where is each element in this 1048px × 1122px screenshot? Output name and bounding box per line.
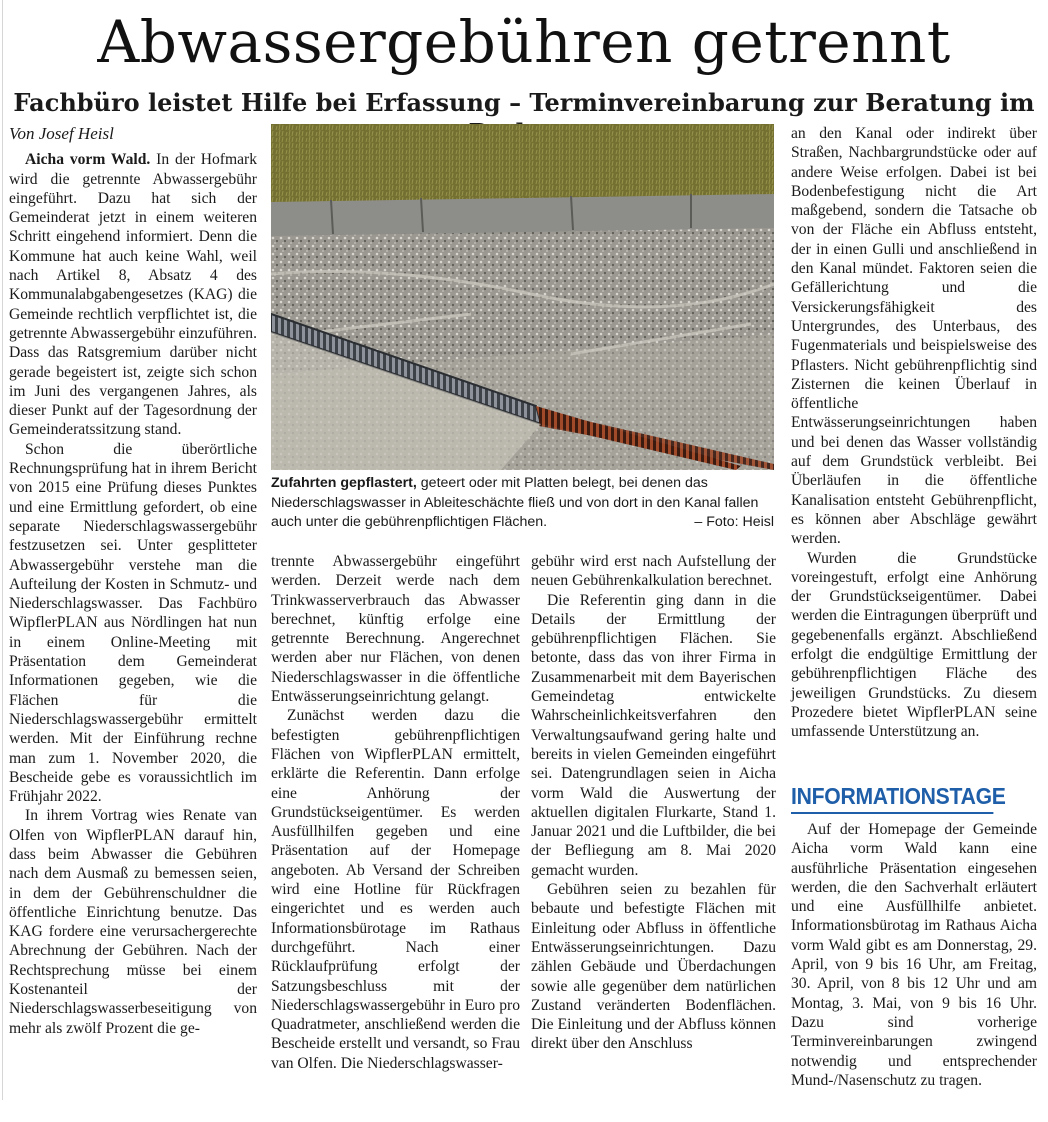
info-box-heading: INFORMATIONSTAGE xyxy=(791,782,993,814)
paragraph: trennte Abwassergebühr eingeführt werden. Derzeit werde nach dem Trinkwasserverbrauch das Abwasser berechnet, künftig erfolge eine getrennte Berechnung. Angerechnet werden aber nur Flächen, von denen Niederschlagswasser in die öffentliche Entwässerungseinrichtung gelangt. xyxy=(271,553,520,706)
paragraph: an den Kanal oder indirekt über Straßen, Nachbargrundstücke oder auf andere Weise erfolgen. Dabei ist bei Bodenbefestigung nicht die Art maßgebend, sondern die Tatsache ob von der Fläche ein Abfluss entsteht, der in einen Gulli und anschließend in den Kanal mündet. Faktoren seien die Gefällerichtung und die Versickerungsfähigkeit des Untergrundes, des Unterbaus, des Fugenmaterials und beispielsweise des Pflasters. Nicht gebührenpflichtig sind Zisternen die keinen Überlauf in öffentliche Entwässerungseinrichtungen haben und bei denen das Wasser vollständig auf dem Grundstück verbleibt. Bei Überläufen in die öffentliche Kanalisation entsteht Gebührenpflicht, es können aber Abschläge gewährt werden. xyxy=(791,125,1037,548)
info-box xyxy=(791,820,1037,1090)
article-photo xyxy=(271,124,774,470)
byline: Von Josef Heisl xyxy=(9,124,114,143)
photo-caption xyxy=(271,474,774,533)
article-column-3 xyxy=(531,552,776,1054)
caption-text: geteert oder mit Platten belegt, bei denen das Niederschlagswasser in Ableiteschächte fließ und von dort in den Kanal fallen auch unter die gebührenpflichtigen Flächen. xyxy=(271,475,759,530)
paragraph: gebühr wird erst nach Aufstellung der neuen Gebührenkalkulation berechnet. xyxy=(531,553,776,590)
paragraph: Schon die überörtliche Rechnungsprüfung hat in ihrem Bericht von 2015 eine Prüfung dieses Punktes und eine Ermittlung gefordert, ob eine separate Niederschlagswassergebühr festzusetzen sei. Unter gesplitteter Abwassergebühr verstehe man die Aufteilung der Kosten in Schmutz- und Niederschlagswasser. Das Fachbüro WipflerPLAN aus Nördlingen hat nun in einem Online-Meeting mit Präsentation dem Gemeinderat Informationen gegeben, wie die Flächen für die Niederschlagswassergebühr ermittelt werden. Mit der Einführung rechne man zum 1. November 2020, die Bescheide gebe es voraussichtlich im Frühjahr 2022. xyxy=(9,440,257,806)
photo-illustration xyxy=(271,124,774,470)
headline: Abwassergebühren getrennt xyxy=(97,8,951,76)
article-column-2 xyxy=(271,552,520,1073)
paragraph: Die Referentin ging dann in die Details der Ermittlung der gebührenpflichtigen Flächen. Sie betonte, dass das von ihrer Firma in Zusammenarbeit mit dem Bayerischen Gemeindetag entwickelte Wahrscheinlichkeitsverfahren den Verwaltungsaufwand gering halte und bereits in vielen Gemeinden eingeführt sei. Datengrundlagen seien in Aicha vorm Wald die Auswertung der aktuellen digitalen Flurkarte, Stand 1. Januar 2021 und die Luftbilder, die bei der Befliegung am 8. Mai 2020 gemacht wurden. xyxy=(531,591,776,879)
photo-credit: – Foto: Heisl xyxy=(694,514,774,530)
left-margin-rule xyxy=(2,0,3,1100)
paragraph: Wurden die Grundstücke voreingestuft, erfolgt eine Anhörung der Grundstückseigentümer. Dabei werden die Eintragungen überprüft und gegebenenfalls ergänzt. Abschließend erfolgt die endgültige Ermittlung der gebührenpflichtigen Fläche des jeweiligen Grundstücks. Zu diesem Prozedere bietet WipflerPLAN seine umfassende Unterstützung an. xyxy=(791,549,1037,741)
paragraph-text: In der Hofmark wird die getrennte Abwassergebühr eingeführt. Dazu hat sich der Gemeinderat jetzt in einem weiteren Schritt eingehend informiert. Denn die Kommune hat auch keine Wahl, weil nach Artikel 8, Absatz 4 des Kommunalabgabengesetzes (KAG) die Gemeinde rechtlich verpflichtet ist, die getrennte Abwassergebühr einzuführen. Dass das Ratsgremium darüber nicht gerade begeistert ist, zeigte sich schon im Juni des vergangenen Jahres, als dieser Punkt auf der Tagesordnung der Gemeinderatssitzung stand. xyxy=(9,151,258,439)
paragraph: Gebühren seien zu bezahlen für bebaute und befestigte Flächen mit Einleitung oder Abfluss in öffentliche Entwässerungseinrichtungen. Dazu zählen Gebäude und Überdachungen sowie alle gegenüber dem natürlichen Zustand veränderten Bodenflächen. Die Einleitung und der Abfluss können direkt über den Anschluss xyxy=(531,881,776,1053)
paragraph: In ihrem Vortrag wies Renate van Olfen von WipflerPLAN darauf hin, dass beim Abwasser die Gebühren nach dem Ausmaß zu bemessen seien, in dem der Gebührenschuldner die öffentliche Einrichtung benutze. Das KAG fordere eine verursachergerechte Abrechnung der Gebühren. Nach der Rechtsprechung müsse bei einem Kostenanteil der Niederschlagswasserbeseitigung von mehr als zwölf Prozent die ge- xyxy=(9,807,257,1037)
paragraph: Zunächst werden dazu die befestigten gebührenpflichtigen Flächen von WipflerPLAN ermittelt, erklärte die Referentin. Dann erfolge eine Anhörung der Grundstückseigentümer. Es werden Ausfüllhilfen gegeben und eine Präsentation auf der Homepage angeboten. Ab Versand der Schreiben wird eine Hotline für Rückfragen eingerichtet und es werden auch Informationsbürotage im Rathaus durchgeführt. Nach einer Rücklaufprüfung erfolgt der Satzungsbeschluss mit der Niederschlagswassergebühr in Euro pro Quadratmeter, anschließend werden die Bescheide erstellt und versandt, so Frau van Olfen. Die Niederschlagswasser- xyxy=(271,707,520,1072)
paragraph xyxy=(9,150,257,439)
caption-lead: Zufahrten gepflastert, xyxy=(271,475,417,491)
dateline: Aicha vorm Wald. xyxy=(25,151,151,169)
article-column-4 xyxy=(791,124,1037,742)
info-box-text: Auf der Homepage der Gemeinde Aicha vorm Wald kann eine ausführliche Präsentation eingesehen werden, die den Sachverhalt erläutert und eine Ausfüllhilfe anbietet. Informationsbürotag im Rathaus Aicha vorm Wald gibt es am Donnerstag, 29. April, von 9 bis 16 Uhr, am Freitag, 30. April, von 8 bis 12 Uhr und am Montag, 3. Mai, von 9 bis 16 Uhr. Dazu sind vorherige Terminvereinbarungen zwingend notwendig und entsprechender Mund-/Nasenschutz zu tragen. xyxy=(791,821,1037,1089)
article-column-1 xyxy=(9,124,257,1038)
subheadline: Fachbüro leistet Hilfe bei Erfassung – Terminvereinbarung zur Beratung im xyxy=(13,88,1035,117)
